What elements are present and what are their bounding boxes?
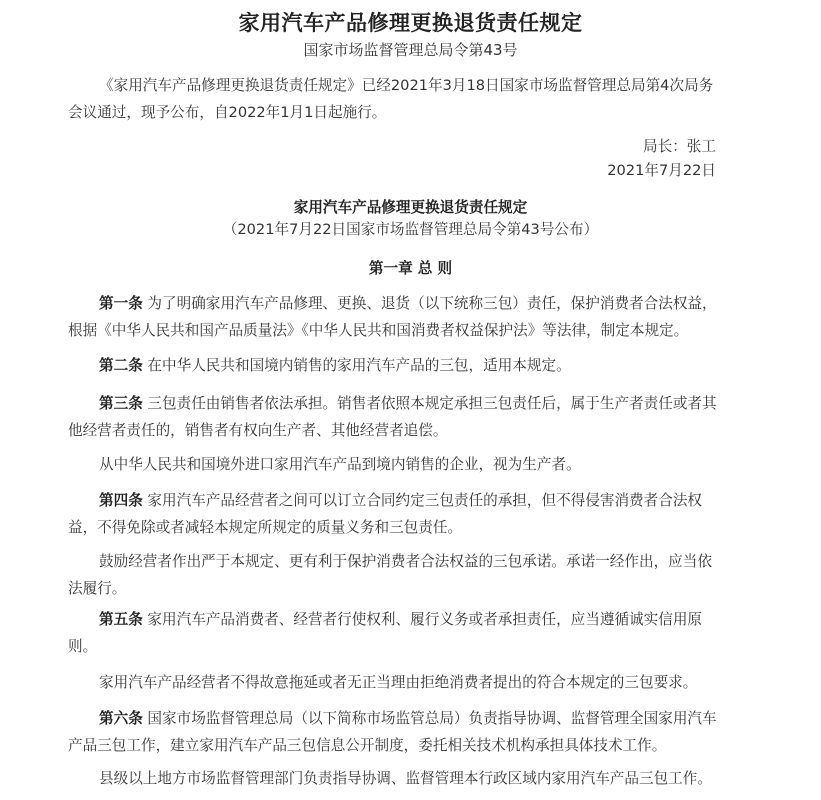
article-label: 第三条 xyxy=(99,395,143,412)
article-label: 第五条 xyxy=(99,611,143,628)
document-title: 家用汽车产品修理更换退货责任规定 xyxy=(238,11,583,35)
article-text: 从中华人民共和国境外进口家用汽车产品到境内销售的企业，视为生产者。 xyxy=(99,456,581,473)
article-1 xyxy=(68,290,718,344)
chapter-heading: 第一章 总 则 xyxy=(368,260,453,277)
article-text: 家用汽车产品经营者之间可以订立合同约定三包责任的承担，但不得侵害消费者合法权益，不得免除或者减轻本规定所规定的质量义务和三包责任。 xyxy=(68,492,703,536)
article-6-para-2 xyxy=(68,765,718,792)
article-4 xyxy=(68,487,718,541)
article-label: 第六条 xyxy=(99,710,143,727)
article-text: 鼓励经营者作出严于本规定、更有利于保护消费者合法权益的三包承诺。承诺一经作出，应当依法履行。 xyxy=(68,553,712,597)
article-5-para-2 xyxy=(68,669,718,696)
article-text: 家用汽车产品消费者、经营者行使权利、履行义务或者承担责任，应当遵循诚实信用原则。 xyxy=(68,611,703,655)
article-text: 三包责任由销售者依法承担。销售者依照本规定承担三包责任后，属于生产者责任或者其他经营者责任的，销售者有权向生产者、其他经营者追偿。 xyxy=(68,395,717,439)
article-text: 为了明确家用汽车产品修理、更换、退货（以下统称三包）责任，保护消费者合法权益，根据《中华人民共和国产品质量法》《中华人民共和国消费者权益保护法》等法律，制定本规定。 xyxy=(68,295,717,339)
regulation-title: 家用汽车产品修理更换退货责任规定 xyxy=(293,199,528,216)
document-subtitle: 国家市场监督管理总局令第43号 xyxy=(303,41,518,59)
article-4-para-2 xyxy=(68,548,718,602)
article-5 xyxy=(68,606,718,660)
regulation-source: （2021年7月22日国家市场监督管理总局令第43号公布） xyxy=(222,221,599,238)
article-label: 第二条 xyxy=(99,357,143,374)
article-3-para-2 xyxy=(68,451,718,478)
article-text: 县级以上地方市场监督管理部门负责指导协调、监督管理本行政区域内家用汽车产品三包工作。 xyxy=(99,770,712,787)
article-label: 第四条 xyxy=(99,492,143,509)
article-6 xyxy=(68,705,718,759)
article-2 xyxy=(68,352,718,379)
article-3 xyxy=(68,390,718,444)
article-text: 在中华人民共和国境内销售的家用汽车产品的三包，适用本规定。 xyxy=(142,357,571,374)
article-label: 第一条 xyxy=(99,295,143,312)
sign-date: 2021年7月22日 xyxy=(607,162,716,179)
article-text: 国家市场监督管理总局（以下简称市场监管总局）负责指导协调、监督管理全国家用汽车产品三包工作，建立家用汽车产品三包信息公开制度，委托相关技术机构承担具体技术工作。 xyxy=(68,710,717,754)
signer: 局长：张工 xyxy=(643,138,716,155)
article-text: 家用汽车产品经营者不得故意拖延或者无正当理由拒绝消费者提出的符合本规定的三包要求。 xyxy=(99,674,698,691)
preamble-paragraph: 《家用汽车产品修理更换退货责任规定》已经2021年3月18日国家市场监督管理总局第4次局务会议通过，现予公布，自2022年1月1日起施行。 xyxy=(68,77,714,121)
